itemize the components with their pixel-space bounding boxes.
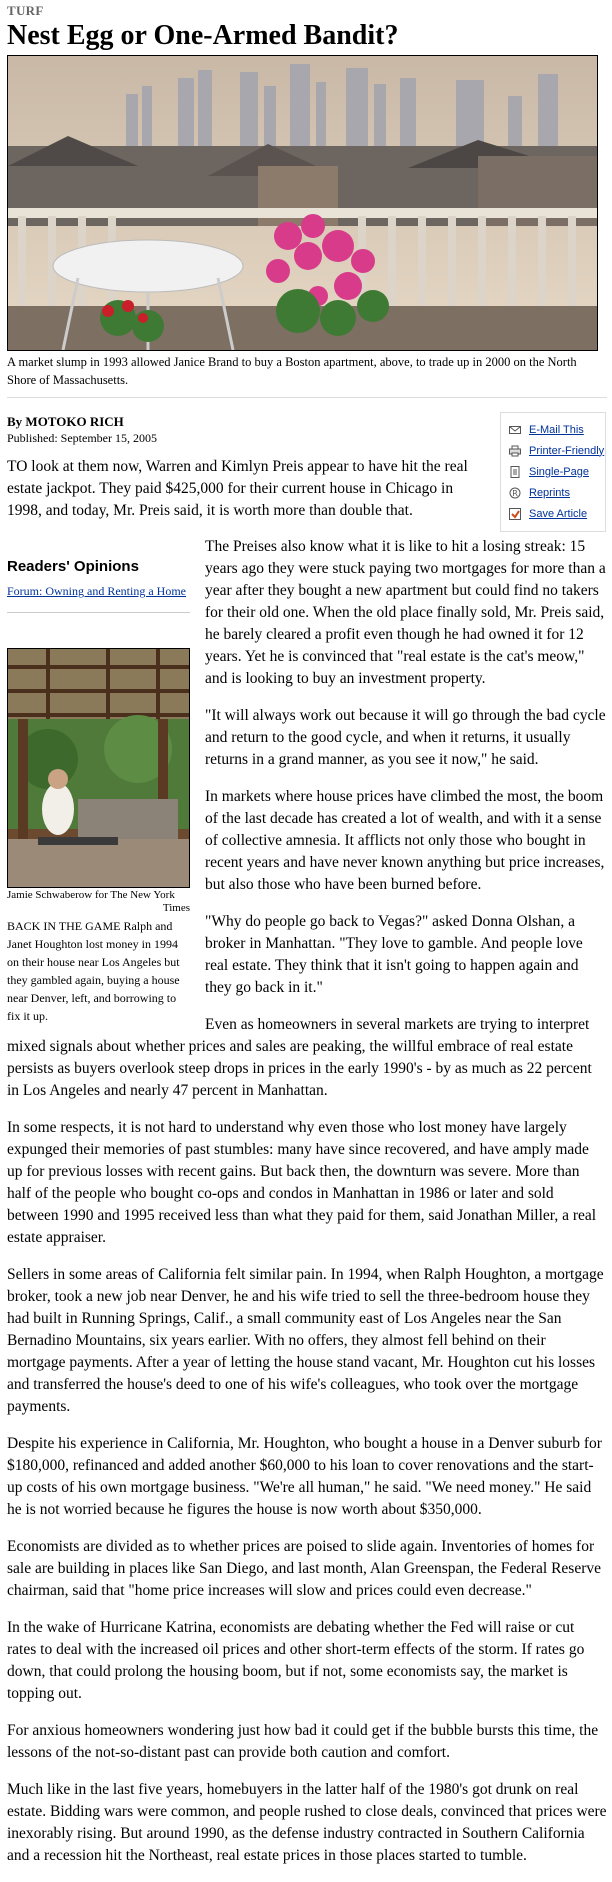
byline: By MOTOKO RICH bbox=[7, 414, 124, 429]
paragraph: "It will always work out because it will go through the bad cycle and return to the good cycle, and when it returns, it usually returns in a grand manner, as you see it now," he said. bbox=[205, 707, 606, 768]
paragraph: Even as homeowners in several markets are trying to interpret mixed signals about whether prices and sales are peaking, the willful embrace of real estate persists as buyers overlook steep drops in prices in the early 1990's - by as much as 22 percent in Los Angeles and nearly 47 percent in Manhattan. bbox=[7, 1016, 592, 1099]
svg-text:R: R bbox=[512, 488, 518, 498]
save-icon bbox=[509, 508, 521, 520]
photo-credit bbox=[7, 889, 190, 915]
paragraph: Sellers in some areas of California felt similar pain. In 1994, when Ralph Houghton, a mortgage broker, took a new job near Denver, he and his wife tried to sell the three-bedroom house they had built in Running Springs, Calif., a small community east of Los Angeles near the San Bernadino Mountains, six years earlier. With no offers, they almost fell behind on their mortgage payments. After a year of letting the house stand vacant, Mr. Houghton cut his losses and transferred the house's deed to one of his wife's colleagues, who took over the mortgage payments. bbox=[7, 1266, 604, 1415]
tool-reprints-link[interactable]: Reprints bbox=[529, 486, 570, 499]
tool-save-link[interactable]: Save Article bbox=[529, 507, 588, 520]
divider bbox=[7, 397, 607, 398]
tool-single-page-link[interactable]: Single-Page bbox=[529, 465, 589, 478]
photo-credit-name: Jamie Schwaberow for The New York bbox=[7, 889, 175, 901]
tool-save[interactable] bbox=[509, 503, 605, 524]
paragraph: In the wake of Hurricane Katrina, economists are debating whether the Fed will raise or cut rates to deal with the increased oil prices and other short-term effects of the storm. If rates go down, that could prolong the housing boom, but if not, some economists say, the market is topping out. bbox=[7, 1619, 585, 1702]
lead-paragraph: TO look at them now, Warren and Kimlyn Preis appear to have hit the real estate jackpot. They paid $425,000 for their current house in Chicago in 1998, and today, Mr. Preis said, it is worth more than double that. bbox=[7, 458, 468, 519]
side-photo-block bbox=[7, 648, 190, 1025]
tool-email-link[interactable]: E-Mail This bbox=[529, 423, 584, 436]
paragraph: In markets where house prices have climbed the most, the boom of the last decade has created a lot of wealth, and with it a sense of collective amnesia. It afflicts not only those who bought in recent years and have never known anything but price increases, but also those who have been burned before. bbox=[205, 788, 605, 893]
tool-email[interactable] bbox=[509, 419, 605, 440]
tool-reprints[interactable] bbox=[509, 482, 605, 503]
paragraph: The Preises also know what it is like to hit a losing streak: 15 years ago they were stuck paying two mortgages for more than a year after they bought a new apartment but could find no takers for their old one. When the old place finally sold, Mr. Preis said, he barely cleared a profit even though he had owned it for 12 years. Yet he is convinced that "real estate is the cat's meow," and is looking to buy an investment property. bbox=[205, 538, 606, 687]
divider bbox=[7, 612, 190, 613]
article-tools bbox=[500, 412, 606, 532]
hero-caption: A market slump in 1993 allowed Janice Brand to buy a Boston apartment, above, to trade up in 2000 on the North Shore of Massachusetts. bbox=[7, 355, 577, 387]
paragraph: Economists are divided as to whether prices are poised to slide again. Inventories of homes for sale are building in places like San Diego, and last month, Alan Greenspan, the Federal Reserve chairman, said that "home price increases will slow and prices could even decrease." bbox=[7, 1538, 601, 1599]
tool-printer[interactable] bbox=[509, 440, 605, 461]
tool-printer-link[interactable]: Printer-Friendly bbox=[529, 444, 605, 457]
paragraph: In some respects, it is not hard to understand why even those who lost money have largely expunged their memories of past stumbles: many have since recovered, and have amply made up for previous losses with recent gains. But back then, the downturn was severe. More than half of the people who bought co-ops and condos in Manhattan in 1986 or later and sold between 1990 and 1995 received less than what they paid for them, said Jonathan Miller, a real estate appraiser. bbox=[7, 1119, 597, 1246]
photo-credit-org: Times bbox=[162, 902, 190, 914]
paragraph: For anxious homeowners wondering just how bad it could get if the bubble bursts this time, the lessons of the not-so-distant past can provide both caution and comfort. bbox=[7, 1722, 599, 1761]
paragraph: "Why do people go back to Vegas?" asked Donna Olshan, a broker in Manhattan. "They love to gamble. And people love real estate. They think that it isn't going to happen again and they go back in it." bbox=[205, 913, 583, 996]
readers-opinions bbox=[7, 558, 187, 613]
publish-date: Published: September 15, 2005 bbox=[7, 431, 157, 445]
readers-opinions-title: Readers' Opinions bbox=[7, 558, 139, 575]
hero-photo bbox=[7, 55, 598, 351]
side-photo-caption: BACK IN THE GAME Ralph and Janet Houghton lost money in 1994 on their house near Los Angeles but they gambled again, buying a house near Denver, left, and borrowing to fix it up. bbox=[7, 919, 180, 1023]
article-column bbox=[205, 536, 607, 1014]
envelope-icon bbox=[509, 424, 521, 436]
reprints-icon bbox=[509, 487, 521, 499]
printer-icon bbox=[509, 445, 521, 457]
page-icon bbox=[509, 466, 521, 478]
paragraph: Much like in the last five years, homebuyers in the latter half of the 1980's got drunk on real estate. Bidding wars were common, and people rushed to close deals, convinced that prices were inexorably rising. But around 1990, as the defense industry contracted in Southern California and a recession hit the Northeast, real estate prices in those places started to tumble. bbox=[7, 1781, 607, 1864]
section-kicker: TURF bbox=[7, 3, 44, 18]
article-body bbox=[7, 1014, 607, 1882]
headline: Nest Egg or One-Armed Bandit? bbox=[7, 20, 399, 51]
forum-link[interactable]: Forum: Owning and Renting a Home bbox=[7, 584, 186, 598]
tool-single-page[interactable] bbox=[509, 461, 605, 482]
side-photo bbox=[7, 648, 190, 888]
paragraph: Despite his experience in California, Mr. Houghton, who bought a house in a Denver suburb for $180,000, refinanced and added another $60,000 to his loan to cover renovations and the start-up costs of his own mortgage business. "We're all human," he said. "We need money." He said he is not worried because he figures the house is now worth about $350,000. bbox=[7, 1435, 602, 1518]
